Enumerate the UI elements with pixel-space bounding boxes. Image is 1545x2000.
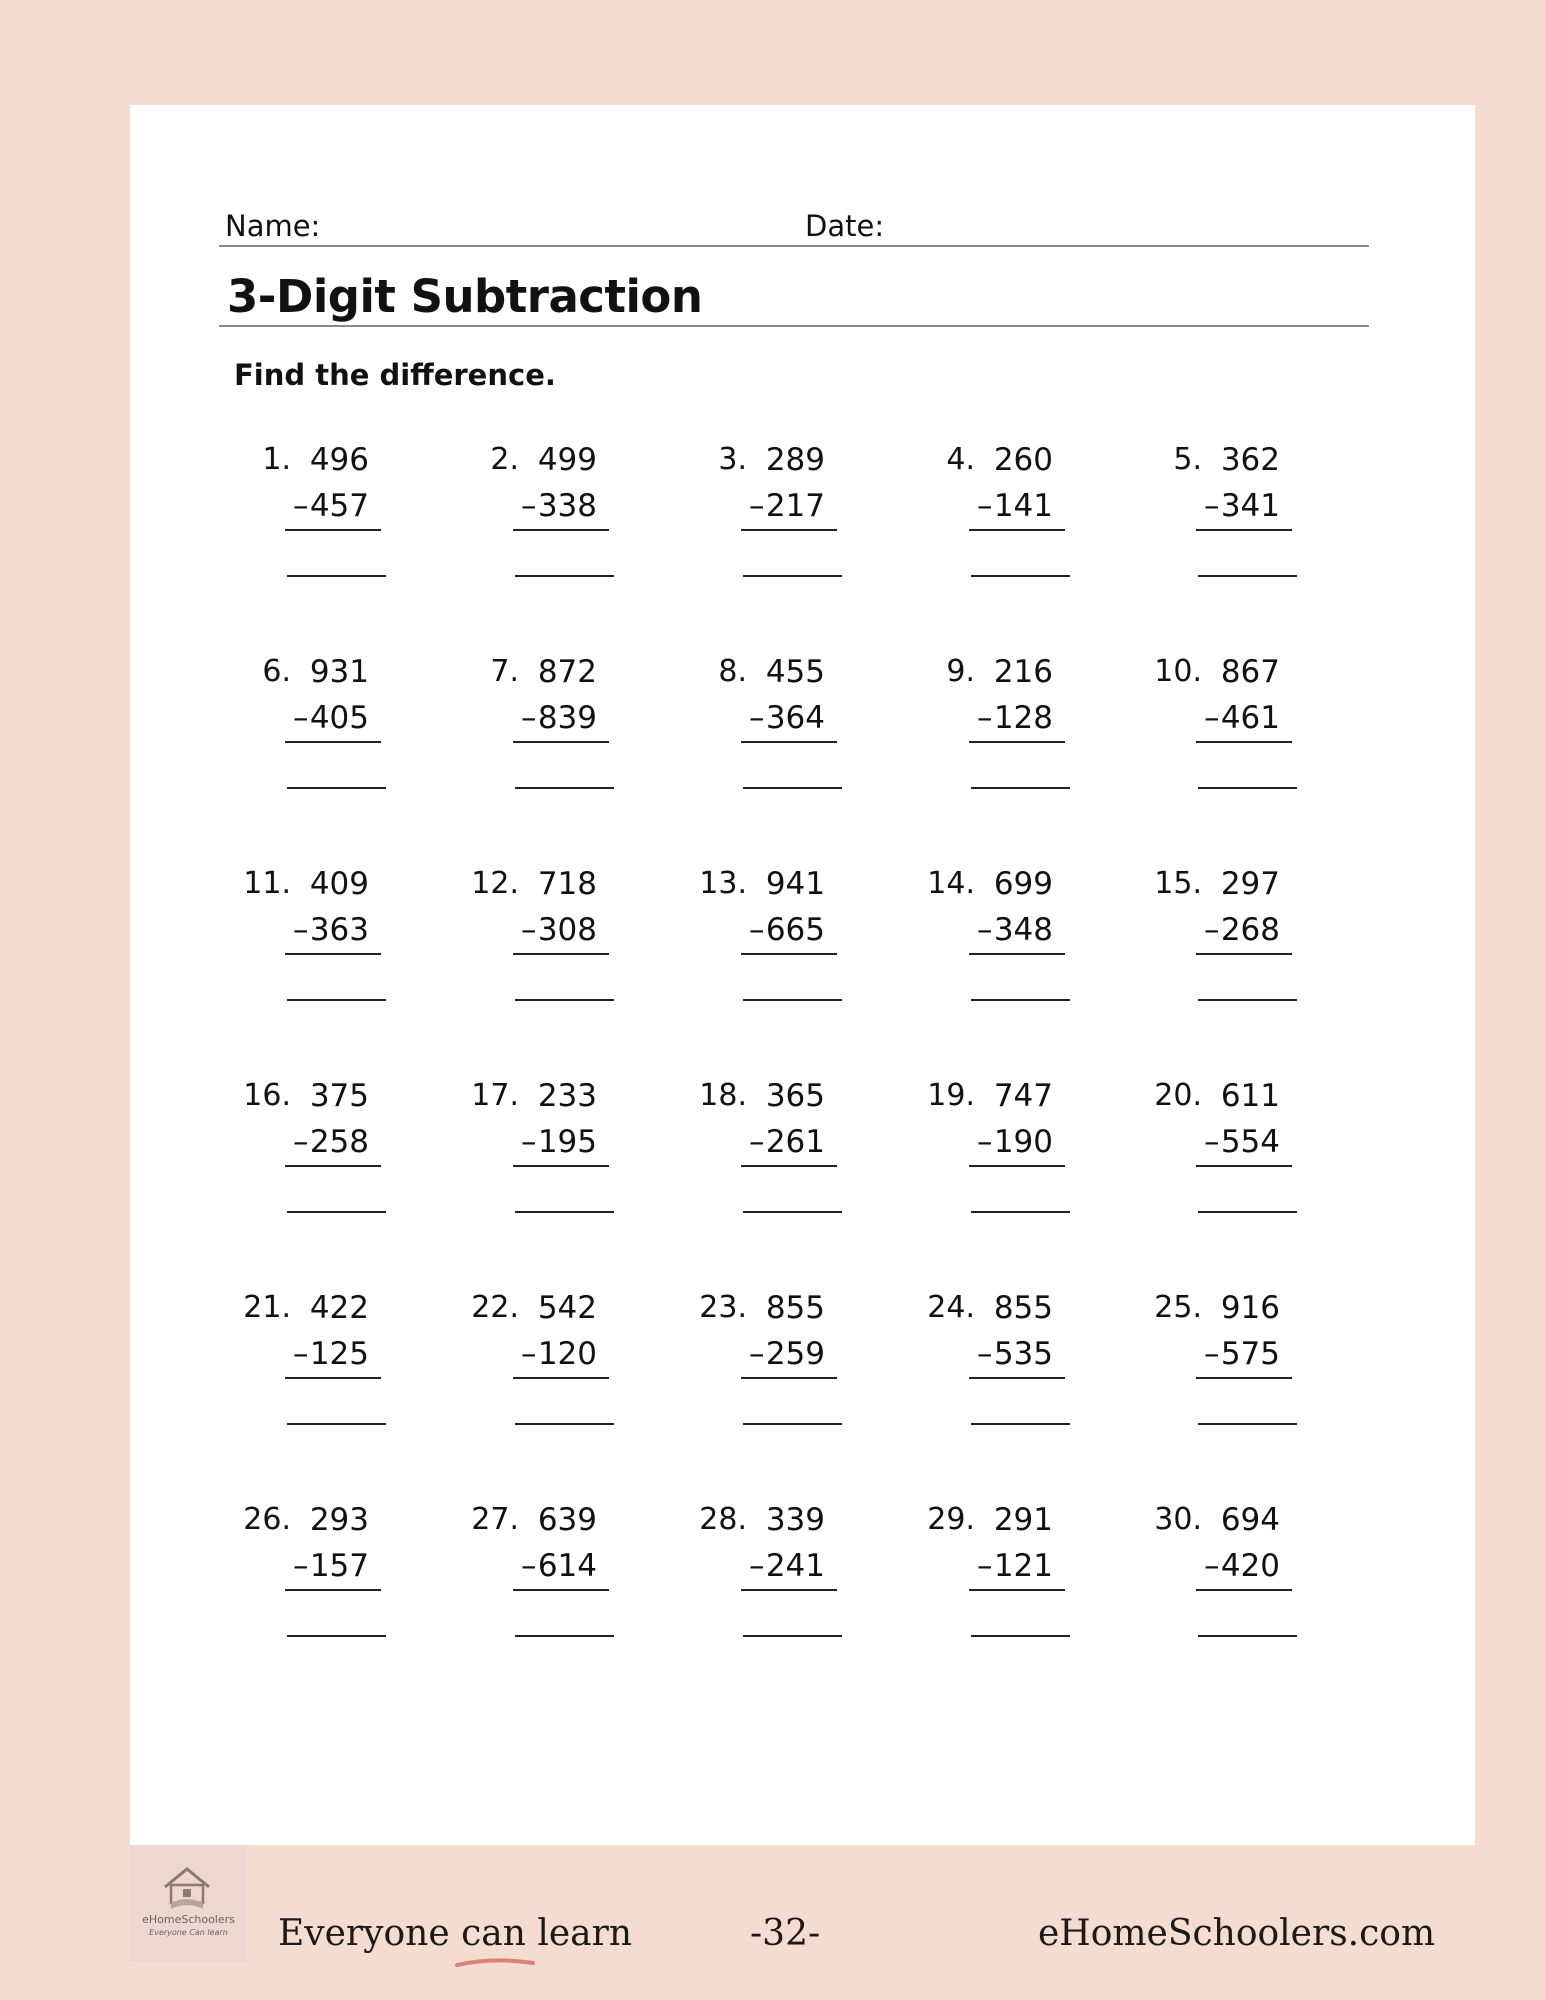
answer-line[interactable] [287,1211,386,1213]
problem-rule [741,529,837,531]
answer-line[interactable] [971,1423,1070,1425]
problem-rule [513,953,609,955]
problem-number: 16. [243,1078,291,1113]
answer-line[interactable] [1198,1423,1297,1425]
subtrahend: 341 [1220,488,1280,524]
answer-line[interactable] [287,1635,386,1637]
minuend: 233 [537,1078,597,1114]
minuend: 293 [309,1502,369,1538]
subtrahend: 535 [993,1336,1053,1372]
minuend: 542 [537,1290,597,1326]
minus-sign: – [977,1124,993,1160]
minus-sign: – [749,700,765,736]
minuend: 409 [309,866,369,902]
subtraction-problem [227,440,427,600]
minuend: 611 [1220,1078,1280,1114]
problem-rule [1196,529,1292,531]
underline-swoosh-icon [455,1955,535,1969]
subtrahend: 241 [765,1548,825,1584]
problem-number: 15. [1154,866,1202,901]
subtraction-problem [911,1076,1111,1236]
problem-number: 23. [699,1290,747,1325]
minus-sign: – [749,1336,765,1372]
minus-sign: – [293,1336,309,1372]
problem-rule [1196,953,1292,955]
minuend: 291 [993,1502,1053,1538]
page-number: -32- [750,1913,821,1954]
subtrahend: 839 [537,700,597,736]
answer-line[interactable] [1198,575,1297,577]
subtrahend: 258 [309,1124,369,1160]
minuend: 867 [1220,654,1280,690]
footer-website: eHomeSchoolers.com [1038,1913,1436,1954]
problem-number: 14. [927,866,975,901]
subtraction-problem [1138,652,1338,812]
minus-sign: – [521,1336,537,1372]
answer-line[interactable] [743,787,842,789]
subtraction-problem [683,1076,883,1236]
answer-line[interactable] [515,787,614,789]
answer-line[interactable] [1198,1211,1297,1213]
minuend: 718 [537,866,597,902]
subtrahend: 461 [1220,700,1280,736]
problem-number: 13. [699,866,747,901]
subtrahend: 420 [1220,1548,1280,1584]
minus-sign: – [977,700,993,736]
subtraction-problem [911,1500,1111,1660]
minus-sign: – [1204,912,1220,948]
minus-sign: – [749,488,765,524]
minus-sign: – [521,488,537,524]
problem-rule [285,953,381,955]
minuend: 422 [309,1290,369,1326]
answer-line[interactable] [971,999,1070,1001]
problem-rule [513,1589,609,1591]
name-label: Name: [225,209,321,243]
subtrahend: 128 [993,700,1053,736]
minuend: 639 [537,1502,597,1538]
subtrahend: 268 [1220,912,1280,948]
minuend: 455 [765,654,825,690]
answer-line[interactable] [287,575,386,577]
answer-line[interactable] [515,1423,614,1425]
minus-sign: – [293,488,309,524]
subtraction-problem [683,1500,883,1660]
date-label: Date: [805,209,885,243]
minus-sign: – [1204,1124,1220,1160]
subtraction-problem [227,652,427,812]
problem-number: 19. [927,1078,975,1113]
subtrahend: 457 [309,488,369,524]
answer-line[interactable] [287,1423,386,1425]
minuend: 496 [309,442,369,478]
subtraction-problem [455,1288,655,1448]
answer-line[interactable] [1198,1635,1297,1637]
subtrahend: 364 [765,700,825,736]
minus-sign: – [293,912,309,948]
minuend: 855 [765,1290,825,1326]
problem-number: 9. [946,654,975,689]
minuend: 365 [765,1078,825,1114]
minus-sign: – [977,912,993,948]
problem-rule [741,1165,837,1167]
minuend: 499 [537,442,597,478]
answer-line[interactable] [743,1211,842,1213]
answer-line[interactable] [1198,787,1297,789]
answer-line[interactable] [971,575,1070,577]
minuend: 375 [309,1078,369,1114]
minuend: 941 [765,866,825,902]
problem-number: 26. [243,1502,291,1537]
problem-rule [741,741,837,743]
subtraction-problem [1138,1500,1338,1660]
problem-number: 22. [471,1290,519,1325]
subtraction-problem [911,652,1111,812]
subtraction-problem [683,864,883,1024]
minuend: 216 [993,654,1053,690]
problem-grid [130,105,1475,1845]
subtraction-problem [227,864,427,1024]
problem-rule [513,1165,609,1167]
problem-rule [285,1377,381,1379]
answer-line[interactable] [743,575,842,577]
subtraction-problem [227,1076,427,1236]
problem-rule [741,1589,837,1591]
minuend: 855 [993,1290,1053,1326]
minus-sign: – [977,1336,993,1372]
minuend: 339 [765,1502,825,1538]
minus-sign: – [293,1124,309,1160]
subtraction-problem [227,1288,427,1448]
subtraction-problem [227,1500,427,1660]
minus-sign: – [977,1548,993,1584]
subtraction-problem [455,1076,655,1236]
answer-line[interactable] [971,787,1070,789]
subtraction-problem [455,652,655,812]
minus-sign: – [293,1548,309,1584]
subtrahend: 217 [765,488,825,524]
subtrahend: 190 [993,1124,1053,1160]
problem-number: 24. [927,1290,975,1325]
problem-number: 8. [718,654,747,689]
problem-rule [285,529,381,531]
subtraction-problem [455,1500,655,1660]
answer-line[interactable] [287,999,386,1001]
minuend: 747 [993,1078,1053,1114]
problem-rule [741,1377,837,1379]
subtraction-problem [683,1288,883,1448]
answer-line[interactable] [515,999,614,1001]
subtrahend: 259 [765,1336,825,1372]
problem-rule [285,1165,381,1167]
subtrahend: 575 [1220,1336,1280,1372]
minus-sign: – [521,1548,537,1584]
problem-rule [969,529,1065,531]
subtrahend: 195 [537,1124,597,1160]
minus-sign: – [293,700,309,736]
subtrahend: 554 [1220,1124,1280,1160]
subtrahend: 363 [309,912,369,948]
page-title: 3-Digit Subtraction [227,270,703,323]
minuend: 260 [993,442,1053,478]
house-book-icon [157,1865,217,1911]
problem-number: 25. [1154,1290,1202,1325]
instruction-text: Find the difference. [234,358,556,392]
problem-rule [513,741,609,743]
subtraction-problem [1138,1288,1338,1448]
problem-rule [969,741,1065,743]
subtrahend: 261 [765,1124,825,1160]
problem-rule [513,1377,609,1379]
minuend: 289 [765,442,825,478]
problem-number: 10. [1154,654,1202,689]
subtrahend: 338 [537,488,597,524]
subtraction-problem [455,864,655,1024]
subtrahend: 308 [537,912,597,948]
subtraction-problem [911,1288,1111,1448]
problem-number: 4. [946,442,975,477]
minuend: 931 [309,654,369,690]
problem-rule [513,529,609,531]
answer-line[interactable] [515,1635,614,1637]
answer-line[interactable] [971,1635,1070,1637]
answer-line[interactable] [1198,999,1297,1001]
problem-number: 12. [471,866,519,901]
problem-number: 20. [1154,1078,1202,1113]
problem-number: 11. [243,866,291,901]
minuend: 699 [993,866,1053,902]
problem-rule [741,953,837,955]
logo-tagline: Everyone Can learn [149,1928,228,1937]
worksheet-page [130,105,1475,1845]
problem-rule [1196,1377,1292,1379]
problem-number: 7. [490,654,519,689]
problem-rule [969,1377,1065,1379]
problem-rule [1196,741,1292,743]
answer-line[interactable] [743,1423,842,1425]
answer-line[interactable] [515,575,614,577]
logo-name: eHomeSchoolers [142,1913,235,1926]
subtraction-problem [1138,864,1338,1024]
minuend: 916 [1220,1290,1280,1326]
problem-number: 17. [471,1078,519,1113]
subtrahend: 141 [993,488,1053,524]
answer-line[interactable] [515,1211,614,1213]
subtraction-problem [1138,440,1338,600]
page-footer [0,1845,1545,2000]
subtraction-problem [911,440,1111,600]
subtraction-problem [455,440,655,600]
subtrahend: 665 [765,912,825,948]
subtrahend: 348 [993,912,1053,948]
problem-number: 1. [262,442,291,477]
subtraction-problem [683,440,883,600]
problem-number: 21. [243,1290,291,1325]
problem-rule [969,1165,1065,1167]
subtrahend: 614 [537,1548,597,1584]
subtrahend: 120 [537,1336,597,1372]
problem-rule [969,953,1065,955]
subtrahend: 157 [309,1548,369,1584]
minus-sign: – [1204,700,1220,736]
minus-sign: – [749,912,765,948]
minus-sign: – [1204,488,1220,524]
subtrahend: 125 [309,1336,369,1372]
problem-rule [1196,1165,1292,1167]
footer-slogan: Everyone can learn [278,1913,633,1954]
minus-sign: – [977,488,993,524]
problem-number: 18. [699,1078,747,1113]
problem-rule [285,1589,381,1591]
problem-rule [1196,1589,1292,1591]
minus-sign: – [749,1124,765,1160]
minuend: 297 [1220,866,1280,902]
problem-number: 27. [471,1502,519,1537]
answer-line[interactable] [971,1211,1070,1213]
minus-sign: – [1204,1548,1220,1584]
minus-sign: – [521,1124,537,1160]
answer-line[interactable] [743,999,842,1001]
minus-sign: – [749,1548,765,1584]
problem-rule [285,741,381,743]
subtraction-problem [683,652,883,812]
subtrahend: 405 [309,700,369,736]
problem-number: 28. [699,1502,747,1537]
problem-rule [969,1589,1065,1591]
logo [130,1845,247,1962]
answer-line[interactable] [287,787,386,789]
subtraction-problem [911,864,1111,1024]
minus-sign: – [521,700,537,736]
minus-sign: – [521,912,537,948]
minuend: 362 [1220,442,1280,478]
problem-number: 29. [927,1502,975,1537]
minuend: 694 [1220,1502,1280,1538]
minuend: 872 [537,654,597,690]
minus-sign: – [1204,1336,1220,1372]
problem-number: 3. [718,442,747,477]
subtraction-problem [1138,1076,1338,1236]
problem-number: 5. [1173,442,1202,477]
answer-line[interactable] [743,1635,842,1637]
problem-number: 6. [262,654,291,689]
subtrahend: 121 [993,1548,1053,1584]
problem-number: 2. [490,442,519,477]
problem-number: 30. [1154,1502,1202,1537]
